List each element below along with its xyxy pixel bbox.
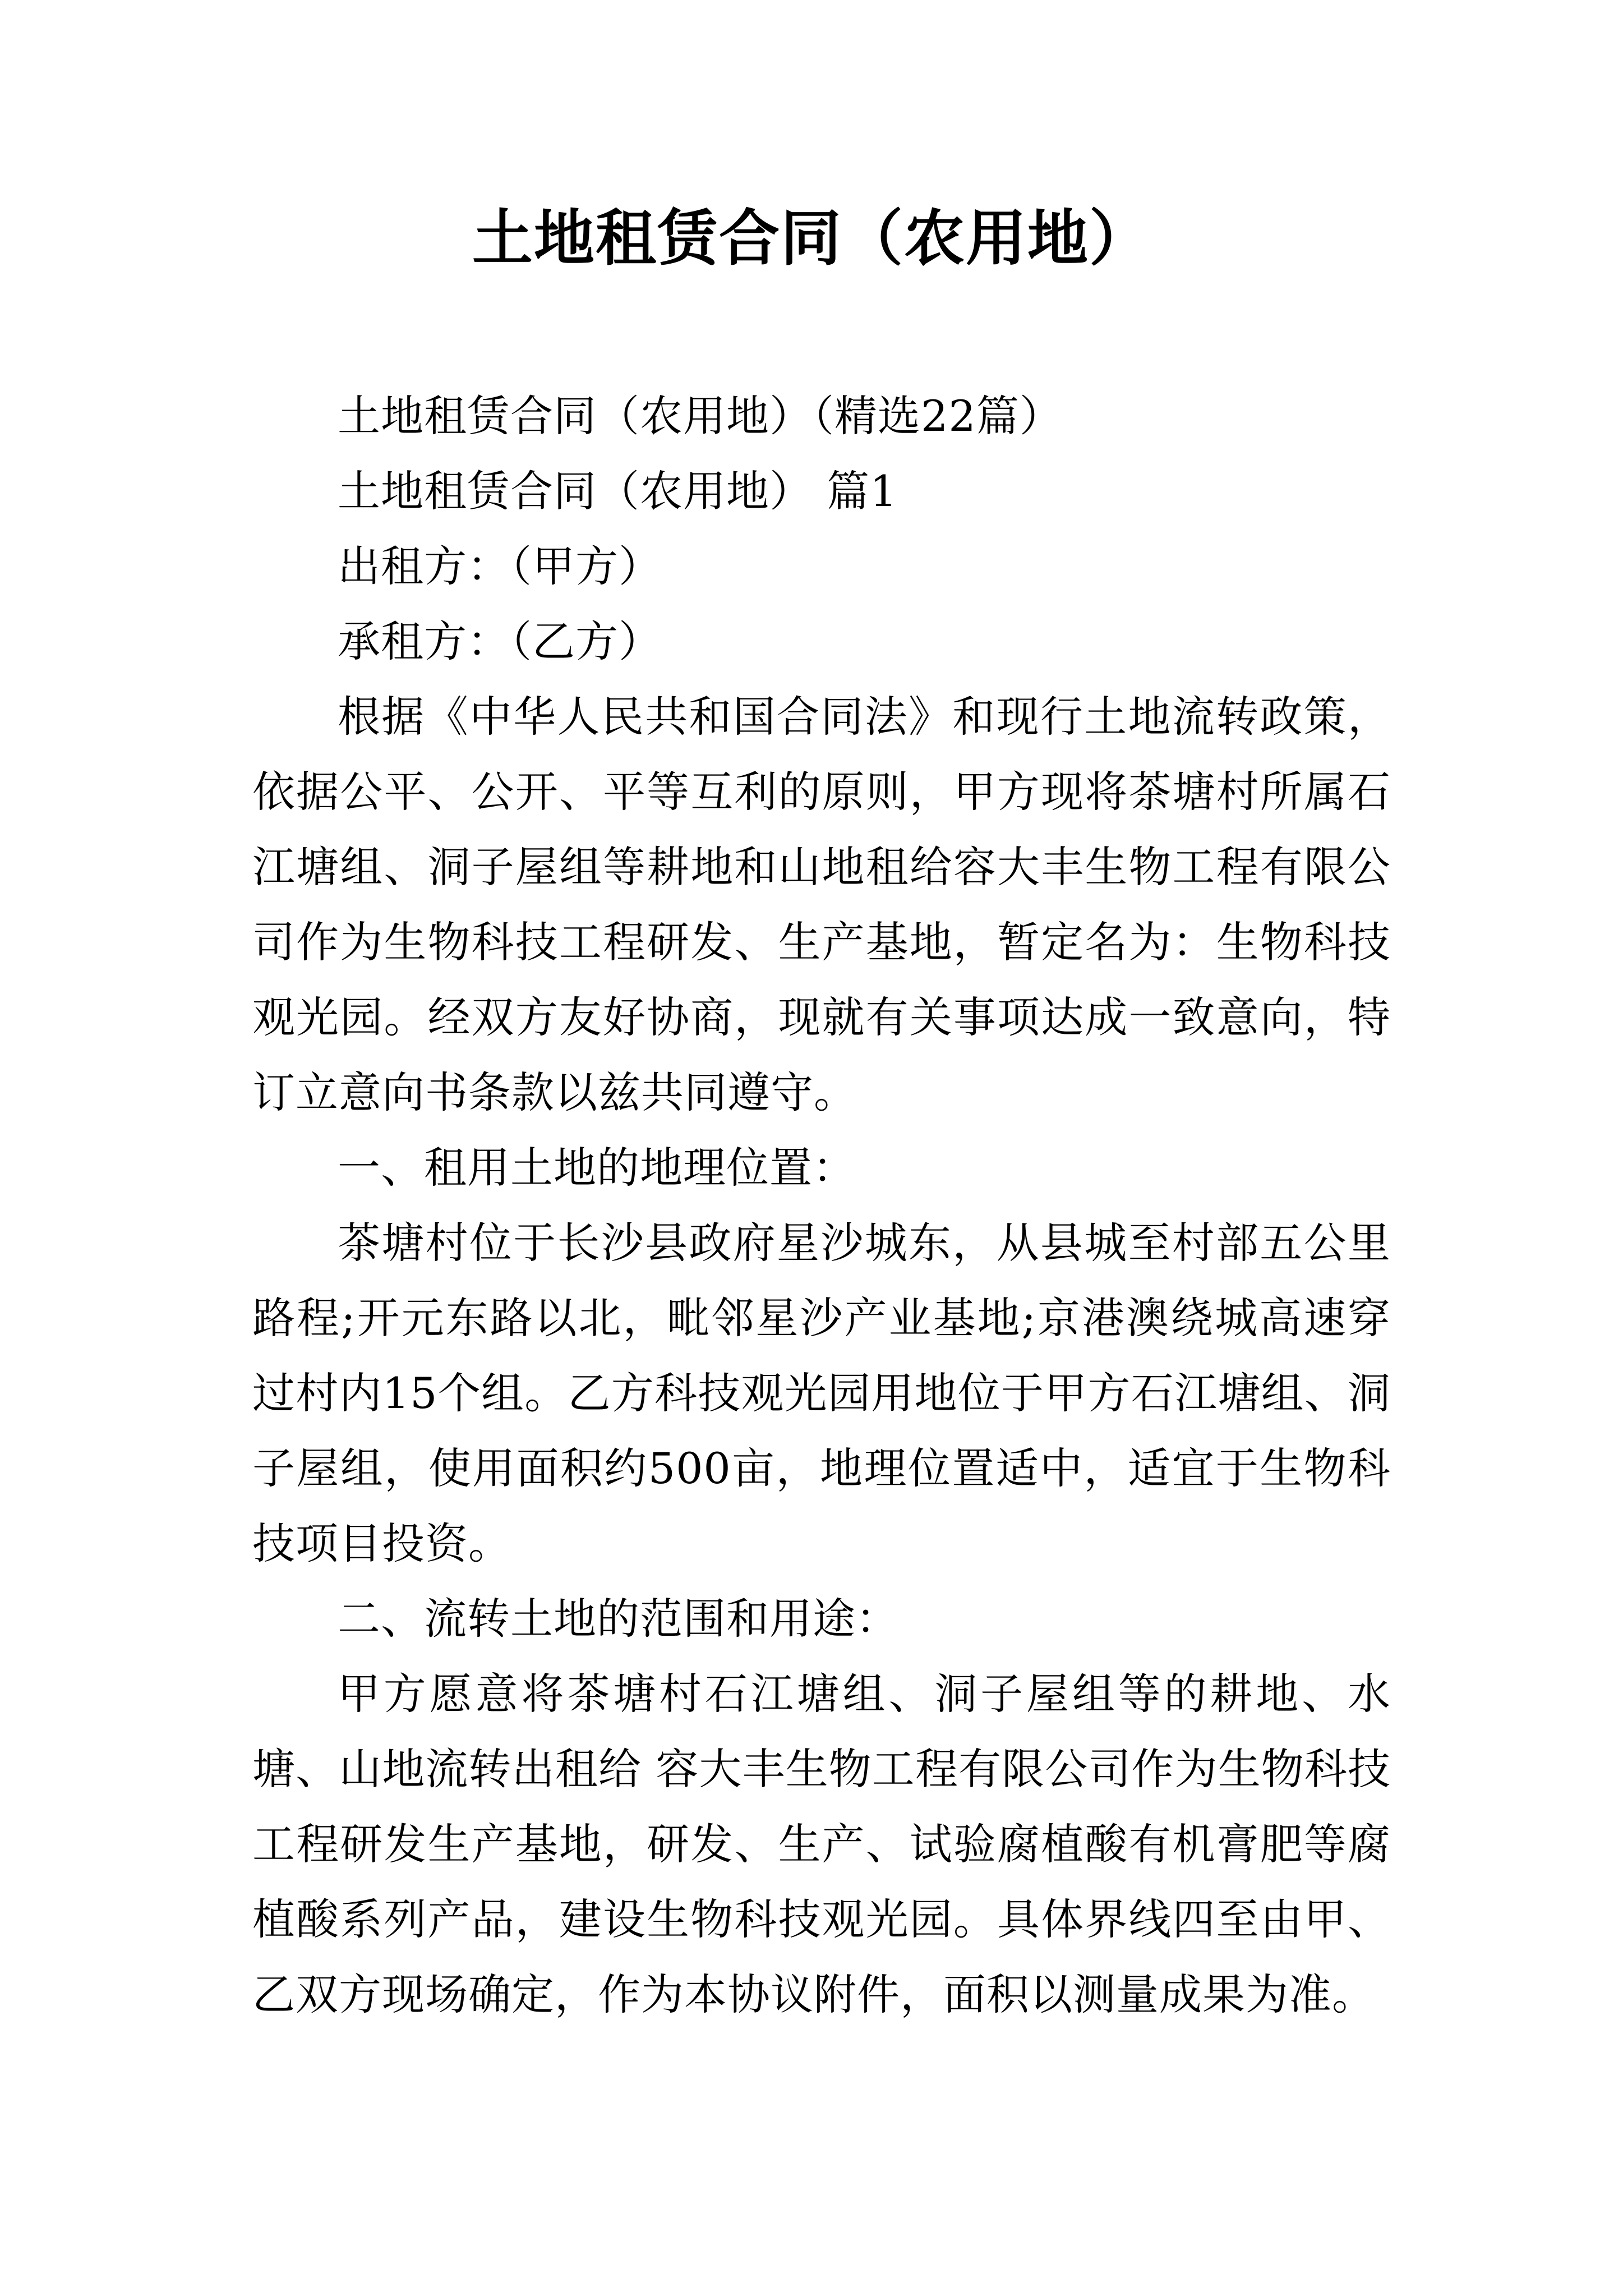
document-title: 土地租赁合同（农用地） <box>472 203 1151 274</box>
paragraph-section-1-heading: 一、租用土地的地理位置： <box>338 1143 856 1193</box>
paragraph-article-heading: 土地租赁合同（农用地） 篇1 <box>338 466 898 516</box>
document-body <box>252 379 1391 2032</box>
paragraph-section-2-heading: 二、流转土地的范围和用途： <box>338 1594 899 1644</box>
paragraph-lessee: 承租方：（乙方） <box>338 616 662 666</box>
paragraph-section-2-body: 甲方愿意将茶塘村石江塘组、洞子屋组等的耕地、水塘、山地流转出租给 容大丰生物工程有限公司作为生物科技工程研发生产基地，研发、生产、试验腐植酸有机膏肥等腐植酸系列产品，建设生物科技观光园。具体界线四至由甲、乙双方现场确定，作为本协议附件，面积以测量成果为准。 <box>252 1669 1391 2019</box>
paragraph-preamble: 根据《中华人民共和国合同法》和现行土地流转政策，依据公平、公开、平等互利的原则，甲方现将茶塘村所属石江塘组、洞子屋组等耕地和山地租给容大丰生物工程有限公司作为生物科技工程研发、生产基地，暂定名为：生物科技观光园。经双方友好协商，现就有关事项达成一致意向，特订立意向书条款以兹共同遵守。 <box>252 692 1391 1117</box>
paragraph-lessor: 出租方：（甲方） <box>338 541 662 591</box>
paragraph-collection-title: 土地租赁合同（农用地）（精选22篇） <box>338 391 1063 441</box>
paragraph-section-1-body: 茶塘村位于长沙县政府星沙城东，从县城至村部五公里路程;开元东路以北，毗邻星沙产业基地;京港澳绕城高速穿过村内15个组。乙方科技观光园用地位于甲方石江塘组、洞子屋组，使用面积约500亩，地理位置适中，适宜于生物科技项目投资。 <box>252 1218 1391 1568</box>
